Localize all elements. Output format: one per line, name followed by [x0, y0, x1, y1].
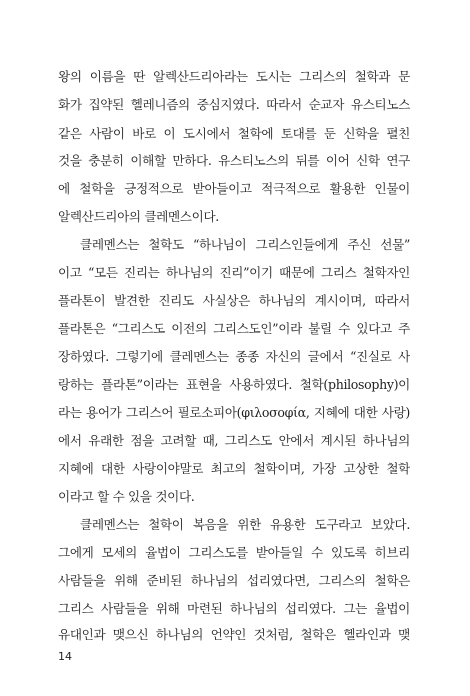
text-line: 왕의 이름을 딴 알렉산드리아라는 도시는 그리스의 철학과 문: [58, 69, 410, 84]
text-line: 그에게 모세의 율법이 그리스도를 받아들일 수 있도록 히브리: [58, 545, 410, 560]
text-line: 에서 유래한 점을 고려할 때, 그리스도 안에서 계시된 하나님의: [58, 433, 410, 448]
text-line: 알렉산드리아의 클레멘스이다.: [58, 209, 219, 224]
text-line: 라는 용어가 그리스어 필로소피아(φιλοσοφία, 지혜에 대한 사랑): [58, 405, 410, 420]
text-line: 것을 충분히 이해할 만하다. 유스티노스의 뒤를 이어 신학 연구: [58, 153, 410, 168]
text-line: 지혜에 대한 사랑이야말로 최고의 철학이며, 가장 고상한 철학: [58, 461, 410, 476]
text-line: 그리스 사람들을 위해 마련된 하나님의 섭리였다. 그는 율법이: [58, 601, 410, 616]
text-line: 이고 “모든 진리는 하나님의 진리”이기 때문에 그리스 철학자인: [58, 265, 410, 280]
text-line: 랑하는 플라톤”이라는 표현을 사용하였다. 철학(philosophy)이: [58, 377, 410, 392]
text-line: 장하였다. 그렇기에 클레멘스는 종종 자신의 글에서 “진실로 사: [58, 349, 410, 364]
text-line: 클레멘스는 철학도 “하나님이 그리스인들에게 주신 선물”: [80, 237, 410, 252]
text-line: 에 철학을 긍정적으로 받아들이고 적극적으로 활용한 인물이: [58, 181, 410, 196]
text-line: 이라고 할 수 있을 것이다.: [58, 489, 195, 504]
text-line: 화가 집약된 헬레니즘의 중심지였다. 따라서 순교자 유스티노스: [58, 97, 410, 112]
text-line: 플라톤은 “그리스도 이전의 그리스도인”이라 불릴 수 있다고 주: [58, 321, 410, 336]
text-line: 플라톤이 발견한 진리도 사실상은 하나님의 계시이며, 따라서: [58, 293, 410, 308]
text-line: 같은 사람이 바로 이 도시에서 철학에 토대를 둔 신학을 펼친: [58, 126, 410, 141]
text-line: 클레멘스는 철학이 복음을 위한 유용한 도구라고 보았다.: [80, 517, 410, 532]
page-number: 14: [58, 650, 72, 663]
text-line: 유대인과 맺으신 하나님의 언약인 것처럼, 철학은 헬라인과 맺: [58, 627, 410, 642]
text-line: 사람들을 위해 준비된 하나님의 섭리였다면, 그리스의 철학은: [58, 573, 410, 588]
